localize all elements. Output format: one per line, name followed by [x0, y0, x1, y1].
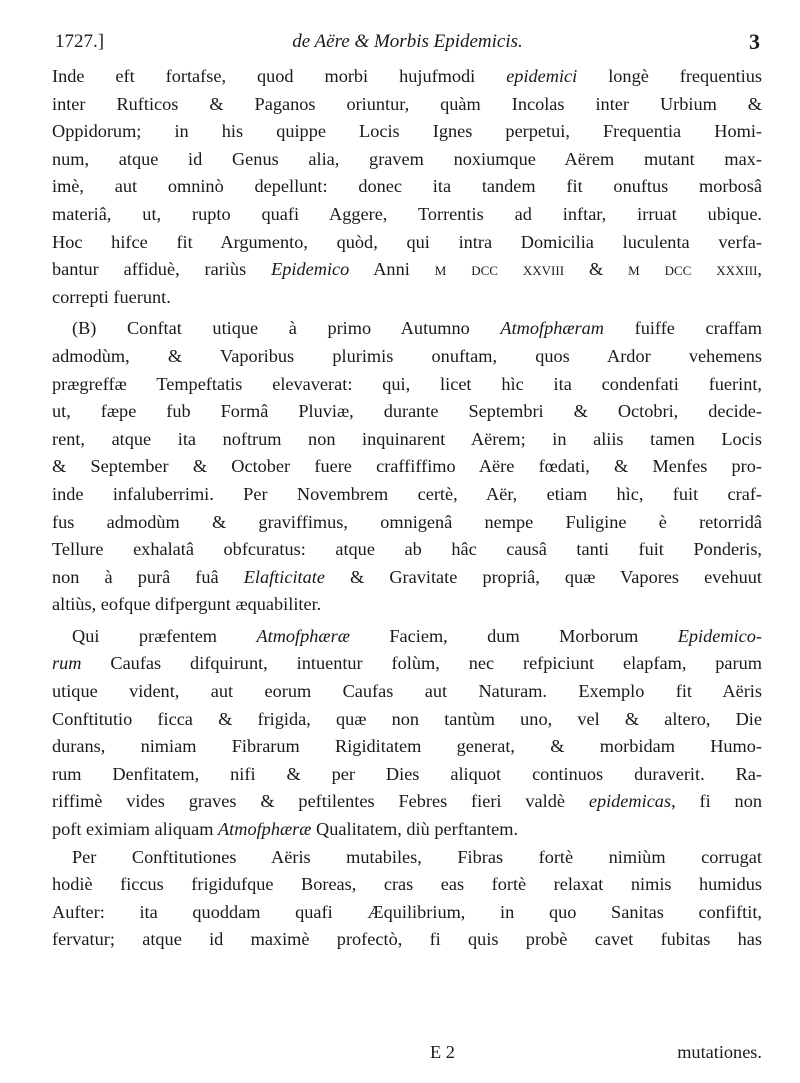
text-line	[52, 229, 762, 257]
text-line	[52, 678, 762, 706]
text-segment: & Gravitate propriâ, quæ Vapores evehuut	[324, 566, 762, 587]
text-line	[52, 453, 762, 481]
header-title: de Aëre & Morbis Epidemicis.	[292, 31, 523, 52]
text-segment: Inde eft fortafse, quod morbi hujufmodi	[52, 66, 507, 86]
text-segment: longè frequentius	[577, 66, 762, 86]
body-text	[52, 63, 762, 954]
text-line	[52, 816, 762, 844]
text-segment: Aufter: ita quoddam quafi Æquilibrium, in quo Sanitas confiftit,	[52, 901, 762, 922]
text-line	[52, 284, 762, 312]
text-line	[52, 91, 762, 119]
text-segment: &	[564, 259, 629, 280]
header-year: 1727.]	[55, 31, 105, 52]
text-line	[52, 509, 762, 537]
text-segment: , fi non	[671, 791, 762, 812]
italic-text: Atmofphæram	[500, 318, 605, 339]
text-segment: fus admodùm & graviffimus, omnigenâ nempe Fuligine è retorridâ	[52, 511, 762, 532]
catchword: mutationes.	[677, 1042, 762, 1062]
text-line	[52, 733, 762, 761]
text-line	[52, 844, 762, 872]
text-segment: altiùs, eofque difpergunt æquabiliter.	[52, 594, 322, 615]
italic-text: Elafticitate	[243, 566, 325, 587]
running-head	[55, 22, 760, 62]
text-segment: bantur affiduè, rariùs	[52, 259, 272, 280]
text-segment: rent, atque ita noftrum non inquinarent Aërem; in aliis tamen Locis	[52, 428, 762, 449]
text-line	[52, 256, 762, 284]
italic-text: Epidemico-	[677, 625, 762, 646]
italic-text: epidemicas	[588, 791, 672, 812]
text-segment: non à purâ fuâ	[52, 566, 244, 587]
text-segment: fervatur; atque id maximè profectò, fi quis probè cavet fubitas has	[52, 929, 762, 950]
text-line	[52, 623, 762, 651]
text-segment: Hoc hifce fit Argumento, quòd, qui intra Domicilia luculenta verfa-	[52, 231, 762, 252]
text-segment: inter Rufticos & Paganos oriuntur, quàm Incolas inter Urbium &	[52, 93, 762, 114]
text-segment: Faciem, dum Morborum	[349, 625, 678, 646]
page-footer	[52, 1038, 762, 1066]
text-segment: durans, nimiam Fibrarum Rigiditatem generat, & morbidam Humo-	[52, 736, 762, 757]
text-line	[52, 146, 762, 174]
text-line	[52, 564, 762, 592]
text-segment: & September & October fuere craffiffimo Aëre fœdati, & Menfes pro-	[52, 456, 762, 477]
text-segment: (B) Conftat utique à primo Autumno	[72, 318, 501, 339]
text-segment: admodùm, & Vaporibus plurimis onuftam, quos Ardor vehemens	[52, 345, 762, 366]
text-line	[52, 899, 762, 927]
text-segment: Oppidorum; in his quippe Locis Ignes perpetui, Frequentia Homi-	[52, 121, 762, 142]
text-segment: ut, fæpe fub Formâ Pluviæ, durante Septembri & Octobri, decide-	[52, 401, 762, 422]
text-segment: fuiffe craffam	[604, 318, 762, 339]
text-line	[52, 536, 762, 564]
signature-mark: E 2	[430, 1042, 455, 1062]
text-segment: utique vident, aut eorum Caufas aut Naturam. Exemplo fit Aëris	[52, 681, 762, 702]
text-line	[52, 343, 762, 371]
text-line	[52, 398, 762, 426]
text-line	[52, 426, 762, 454]
text-segment: Tellure exhalatâ obfcuratus: atque ab hâc causâ tanti fuit Ponderis,	[52, 539, 762, 560]
small-caps-text: m dcc xxxiii	[628, 259, 758, 280]
text-segment: imè, aut omninò depellunt: donec ita tandem fit onuftus morbosâ	[52, 176, 762, 197]
text-line	[52, 926, 762, 954]
text-segment: ,	[757, 259, 762, 280]
italic-text: Atmofphæræ	[218, 819, 312, 840]
text-segment: correpti fuerunt.	[52, 286, 171, 307]
text-segment: prægreffæ Tempeftatis elevaverat: qui, licet hìc ita condenfati fuerint,	[52, 373, 762, 394]
text-line	[52, 706, 762, 734]
text-segment: inde infaluberrimi. Per Novembrem certè, Aër, etiam hìc, fuit craf-	[52, 483, 762, 504]
page-number: 3	[749, 29, 760, 54]
text-line	[52, 650, 762, 678]
text-segment: Caufas difquirunt, intuentur folùm, nec refpiciunt elapfam, parum	[81, 653, 762, 674]
text-segment: Anni	[349, 259, 435, 280]
text-line	[52, 591, 762, 619]
text-line	[52, 201, 762, 229]
text-segment: Conftitutio ficca & frigida, quæ non tantùm uno, vel & altero, Die	[52, 708, 762, 729]
text-line	[52, 371, 762, 399]
text-segment: num, atque id Genus alia, gravem noxiumque Aërem mutant max-	[52, 148, 762, 169]
text-segment: rum Denfitatem, nifi & per Dies aliquot continuos duraverit. Ra-	[52, 763, 762, 784]
text-segment: riffimè vides graves & peftilentes Febres fieri valdè	[52, 791, 589, 812]
italic-text: rum	[52, 653, 82, 674]
text-line	[52, 761, 762, 789]
italic-text: Atmofphæræ	[256, 625, 350, 646]
text-segment: Qui præfentem	[72, 625, 257, 646]
text-segment: materiâ, ut, rupto quafi Aggere, Torrentis ad inftar, irruat ubique.	[52, 203, 762, 224]
text-line	[52, 173, 762, 201]
text-line	[52, 871, 762, 899]
small-caps-text: m dcc xxviii	[434, 259, 565, 280]
text-line	[52, 63, 762, 91]
text-line	[52, 788, 762, 816]
text-segment: Per Conftitutiones Aëris mutabiles, Fibras fortè nimiùm corrugat	[72, 846, 762, 867]
text-line	[52, 118, 762, 146]
italic-text: epidemici	[506, 66, 578, 86]
text-line	[52, 481, 762, 509]
text-line	[52, 315, 762, 343]
text-segment: Qualitatem, diù perftantem.	[311, 819, 519, 840]
text-segment: poft eximiam aliquam	[52, 819, 219, 840]
italic-text: Epidemico	[271, 259, 350, 280]
text-segment: hodiè ficcus frigidufque Boreas, cras eas fortè relaxat nimis humidus	[52, 874, 762, 895]
